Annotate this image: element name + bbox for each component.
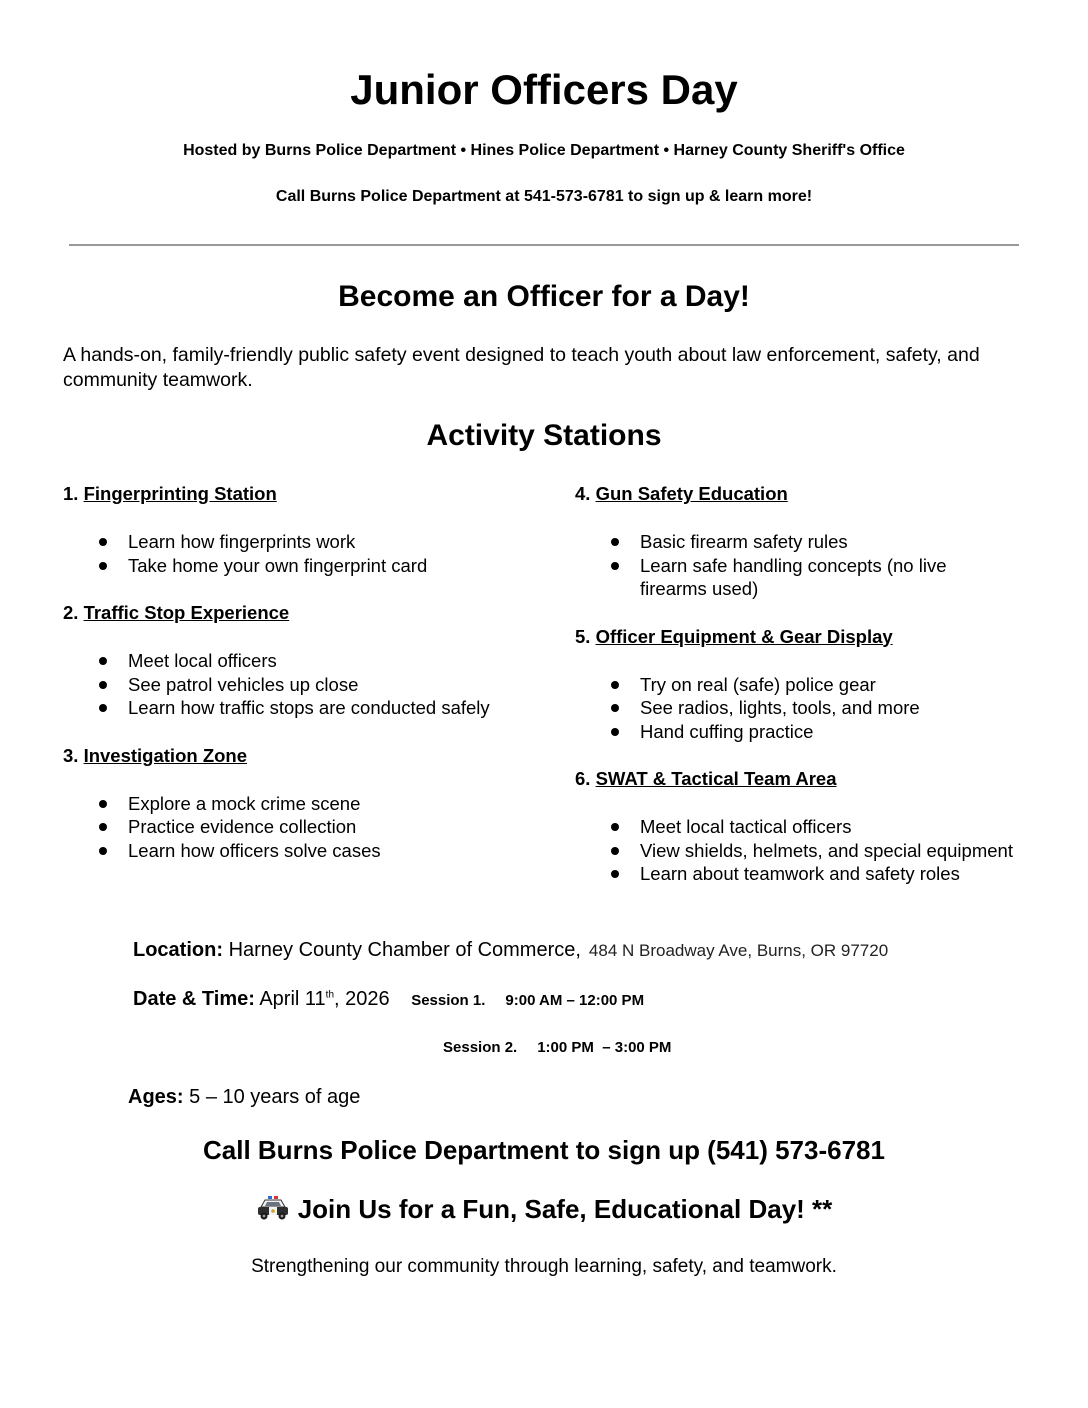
station-heading	[575, 482, 1015, 506]
location-name: Harney County Chamber of Commerce,	[228, 939, 581, 961]
list-item	[575, 839, 1015, 863]
list-item	[63, 649, 553, 673]
stations-left-column	[63, 482, 553, 886]
bullet-icon	[611, 562, 619, 570]
station-number: 1.	[63, 483, 79, 504]
bullet-text: View shields, helmets, and special equipment	[640, 839, 1013, 861]
bullet-text: Learn how fingerprints work	[128, 531, 356, 552]
station-heading	[575, 625, 1015, 649]
station-name: SWAT & Tactical Team Area	[595, 768, 837, 789]
station-bullets	[63, 792, 553, 863]
join-text: Join Us for a Fun, Safe, Educational Day! **	[297, 1194, 833, 1224]
station-equipment	[575, 625, 1015, 744]
join-heading	[0, 1194, 1088, 1225]
bullet-text: See radios, lights, tools, and more	[640, 697, 920, 718]
tagline: Strengthening our community through learning, safety, and teamwork.	[251, 1256, 837, 1277]
bullet-text: Learn how officers solve cases	[128, 839, 381, 861]
list-item	[575, 673, 1015, 697]
station-bullets	[63, 530, 553, 577]
station-investigation	[63, 744, 553, 863]
bullet-icon	[611, 704, 619, 712]
ages-line	[128, 1086, 360, 1109]
bullet-icon	[99, 538, 107, 546]
list-item	[575, 554, 1015, 601]
list-item	[575, 862, 1015, 886]
list-item	[575, 815, 1015, 839]
station-number: 5.	[575, 625, 591, 647]
session-1-label: Session 1.	[411, 992, 486, 1009]
bullet-icon	[611, 538, 619, 546]
station-bullets	[575, 673, 1015, 744]
bullet-text: Meet local officers	[128, 650, 277, 671]
bullet-text: Try on real (safe) police gear	[640, 673, 876, 695]
station-heading	[63, 601, 553, 625]
horizontal-divider	[69, 244, 1019, 246]
bullet-text: See patrol vehicles up close	[128, 673, 359, 695]
bullet-icon	[99, 657, 107, 665]
bullet-icon	[99, 704, 107, 712]
bullet-text: Learn safe handling concepts (no live firearms used)	[640, 554, 947, 599]
bullet-text: Take home your own fingerprint card	[128, 554, 428, 576]
station-heading	[63, 482, 553, 506]
bullet-icon	[611, 681, 619, 689]
hosted-by: Hosted by Burns Police Department • Hines Police Department • Harney County Sheriff's Office	[183, 142, 905, 159]
station-name: Gun Safety Education	[595, 483, 788, 504]
date-main: April 11	[259, 988, 326, 1010]
session-1	[411, 992, 644, 1009]
station-bullets	[575, 530, 1015, 601]
bullet-icon	[611, 847, 619, 855]
list-item	[63, 673, 553, 697]
bullet-text: Basic firearm safety rules	[640, 531, 848, 552]
bullet-text: Learn how traffic stops are conducted safely	[128, 697, 490, 718]
list-item	[63, 696, 553, 720]
call-to-action-line: Call Burns Police Department at 541-573-6781 to sign up & learn more!	[275, 188, 813, 205]
bullet-text: Explore a mock crime scene	[128, 792, 361, 814]
station-number: 6.	[575, 768, 591, 789]
stations-right-column	[575, 482, 1015, 910]
date-suffix: th	[325, 989, 335, 1001]
list-item	[575, 696, 1015, 720]
station-fingerprinting	[63, 482, 553, 577]
station-name: Officer Equipment & Gear Display	[595, 625, 893, 647]
date-label: Date & Time:	[133, 988, 255, 1010]
list-item	[575, 530, 1015, 554]
ages-value: 5 – 10 years of age	[189, 1086, 361, 1108]
location-address: 484 N Broadway Ave, Burns, OR 97720	[588, 941, 889, 960]
station-name: Fingerprinting Station	[83, 483, 277, 504]
stations-heading: Activity Stations	[426, 419, 662, 452]
list-item	[63, 554, 553, 578]
list-item	[63, 815, 553, 839]
bullet-text: Practice evidence collection	[128, 816, 357, 837]
station-heading	[575, 767, 1015, 791]
date-year: , 2026	[334, 988, 390, 1010]
intro-paragraph: A hands-on, family-friendly public safety event designed to teach youth about law enforcement, safety, and community teamwork.	[63, 344, 980, 391]
bullet-icon	[99, 800, 107, 808]
bullet-text: Learn about teamwork and safety roles	[640, 863, 960, 884]
police-car-icon	[256, 1195, 290, 1221]
bullet-icon	[611, 728, 619, 736]
bullet-icon	[611, 823, 619, 831]
station-heading	[63, 744, 553, 768]
date-time-line	[133, 988, 644, 1011]
location-line	[133, 939, 888, 962]
bullet-text: Meet local tactical officers	[640, 816, 852, 837]
station-bullets	[63, 649, 553, 720]
list-item	[575, 720, 1015, 744]
bullet-text: Hand cuffing practice	[640, 720, 814, 742]
bullet-icon	[99, 562, 107, 570]
station-traffic-stop	[63, 601, 553, 720]
station-bullets	[575, 815, 1015, 886]
list-item	[63, 530, 553, 554]
station-name: Traffic Stop Experience	[83, 602, 290, 623]
list-item	[63, 792, 553, 816]
bullet-icon	[99, 847, 107, 855]
page-title: Junior Officers Day	[350, 66, 738, 113]
session-2-time: 1:00 PM – 3:00 PM	[537, 1039, 672, 1056]
session-2	[443, 1039, 671, 1056]
ages-label: Ages:	[128, 1086, 184, 1108]
intro-heading: Become an Officer for a Day!	[338, 280, 750, 313]
bullet-icon	[611, 870, 619, 878]
bullet-icon	[99, 681, 107, 689]
station-number: 2.	[63, 602, 79, 623]
station-name: Investigation Zone	[83, 744, 248, 766]
station-number: 3.	[63, 744, 79, 766]
session-2-label: Session 2.	[443, 1039, 518, 1056]
bullet-icon	[99, 823, 107, 831]
station-number: 4.	[575, 483, 591, 504]
session-1-time: 9:00 AM – 12:00 PM	[505, 992, 645, 1009]
signup-heading: Call Burns Police Department to sign up (541) 573-6781	[203, 1135, 885, 1165]
event-date	[259, 988, 389, 1010]
station-swat	[575, 767, 1015, 886]
station-gun-safety	[575, 482, 1015, 601]
location-label: Location:	[133, 939, 223, 961]
list-item	[63, 839, 553, 863]
